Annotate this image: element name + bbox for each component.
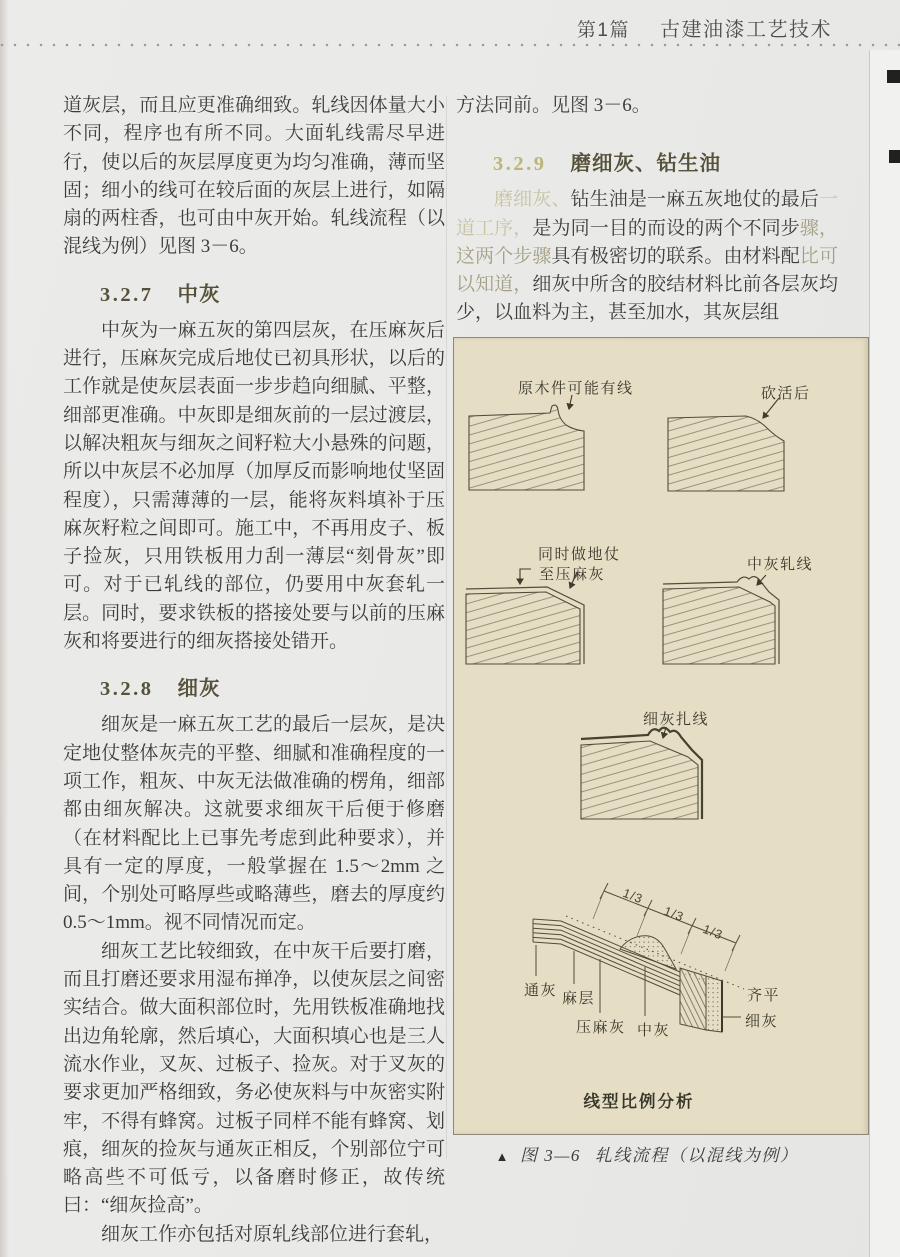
header-dotted-rule — [0, 43, 900, 47]
running-header — [0, 13, 832, 42]
dimension-label-one-third: 1/3 — [620, 886, 646, 907]
figure-3-6 — [453, 337, 869, 1135]
paragraph: 细灰是一麻五灰工艺的最后一层灰，是决定地仗整体灰壳的平整、细腻和准确程度的一项工作，粗灰、中灰无法做准确的楞角，细部都由细灰解决。这就要求细灰干后便于修磨（在材料配比上已事先考虑到此种要求），并具有一定的厚度，一般掌握在 1.5～2mm 之间，个别处可略厚些或略薄些，磨去的厚度约 0.5～1mm。视不同情况而定。 — [63, 714, 445, 934]
column-divider — [446, 96, 447, 1159]
figure-subtitle: 线型比例分析 — [583, 1093, 695, 1111]
paragraph: 方法同前。见图 3－6。 — [456, 95, 651, 116]
layer-label-xihui: 细灰 — [745, 1013, 779, 1030]
section-number: 3.2.8 — [100, 678, 154, 701]
paragraph: 中灰为一麻五灰的第四层灰，在压麻灰后进行，压麻灰完成后地仗已初具形状，以后的工作就是使灰层表面一步步趋向细腻、平整，细部更准确。中灰即是细灰前的一层过渡层，以解决粗灰与细灰之间籽粒大小悬殊的问题，所以中灰层不必加厚（加厚反而影响地仗坚固程度），只需薄薄的一层，能将灰料填补于压麻灰籽粒之间即可。施工中，不再用皮子、板子捡灰，只用铁板用力刮一薄层“刻骨灰”即可。对于已轧线的部位，仍要用中灰套轧一层。同时，要求铁板的搭接处要与以前的压麻灰和将要进行的细灰搭接处错开。 — [63, 319, 445, 653]
figure-caption — [440, 1141, 854, 1166]
part-number: 第1篇 — [576, 20, 630, 41]
book-title: 古建油漆工艺技术 — [660, 19, 832, 41]
faded-text: 骤，这两个步骤 — [456, 217, 838, 267]
figure-label-raw-wood-line: 原木件可能有线 — [518, 380, 634, 397]
figure-label-fine-ash-line: 细灰扎线 — [643, 711, 710, 728]
paragraph: 道灰层，而且应更准确细致。轧线因体量大小不同，程序也有所不同。大面轧线需尽早进行，使以后的灰层厚度更为均匀准确，薄而坚固；细小的线可在较后面的灰层上进行，如隔扇的两柱香，也可由中灰开始。轧线流程（以混线为例）见图 3－6。 — [63, 95, 445, 258]
section-heading-3-2-7 — [100, 277, 445, 307]
faded-text: 磨细灰、 — [494, 189, 571, 211]
section-heading-3-2-8 — [100, 671, 445, 701]
section-title: 中灰 — [177, 283, 221, 306]
section-title: 磨细灰、钻生油 — [570, 153, 721, 176]
dimension-label-one-third: 1/3 — [661, 904, 687, 925]
figure-label-after-chop: 砍活后 — [761, 385, 811, 402]
figure-illustration — [454, 338, 868, 1134]
section-heading-3-2-9 — [493, 146, 838, 176]
page-edge — [869, 50, 900, 1257]
right-column — [456, 92, 838, 328]
section-title: 细灰 — [177, 678, 221, 701]
layer-label-qiping: 齐平 — [747, 987, 781, 1004]
layer-label-zhonghui: 中灰 — [637, 1022, 671, 1039]
layer-label-yamahui: 压麻灰 — [576, 1019, 626, 1036]
left-column — [63, 92, 445, 1249]
triangle-marker-icon: ▲ — [495, 1149, 510, 1164]
faded-text: 一道工序， — [456, 189, 838, 239]
text: 细灰中所含的胶结材料比前各层灰均少，以血料为主，甚至加水，其灰层组 — [456, 274, 838, 324]
figure-label-mid-ash-line: 中灰轧线 — [747, 556, 814, 573]
section-number: 3.2.7 — [100, 283, 154, 306]
text: 钻生油是一麻五灰地仗的最后 — [570, 189, 819, 211]
paragraph — [456, 186, 838, 327]
figure-caption-text: 轧线流程（以混线为例） — [594, 1146, 799, 1165]
faded-text: 比可以知道， — [456, 245, 838, 296]
layer-label-tonghui: 通灰 — [524, 982, 558, 999]
page-edge-tab — [889, 150, 900, 163]
paragraph: 细灰工作亦包括对原轧线部位进行套轧， — [101, 1223, 444, 1245]
section-number: 3.2.9 — [493, 153, 547, 176]
layer-label-maceng: 麻层 — [562, 990, 596, 1007]
figure-label-ground-coat-2: 至压麻灰 — [539, 566, 606, 583]
figure-number: 图 3—6 — [520, 1146, 581, 1165]
text: 是为同一目的而设的两个不同步 — [532, 217, 800, 239]
paragraph: 细灰工艺比较细致，在中灰干后要打磨，而且打磨还要求用湿布掸净，以使灰层之间密实结合。做大面积部位时，先用铁板准确地找出边角轮廓，然后填心，大面积填心也是三人流水作业，叉灰、过板子、捡灰。对于叉灰的要求更加严格细致，务必使灰料与中灰密实附牢，不得有蜂窝。过板子同样不能有蜂窝、划痕，细灰的捡灰与通灰正相反，个别部位宁可略高些不可低亏，以备磨时修正，故传统曰：“细灰捡高”。 — [63, 940, 445, 1217]
dimension-label-one-third: 1/3 — [700, 922, 726, 943]
figure-label-ground-coat-1: 同时做地仗 — [538, 546, 621, 563]
text: 具有极密切的联系。由材料配 — [551, 245, 800, 267]
spine-shadow — [0, 0, 9, 1257]
page-edge-tab — [887, 70, 900, 83]
